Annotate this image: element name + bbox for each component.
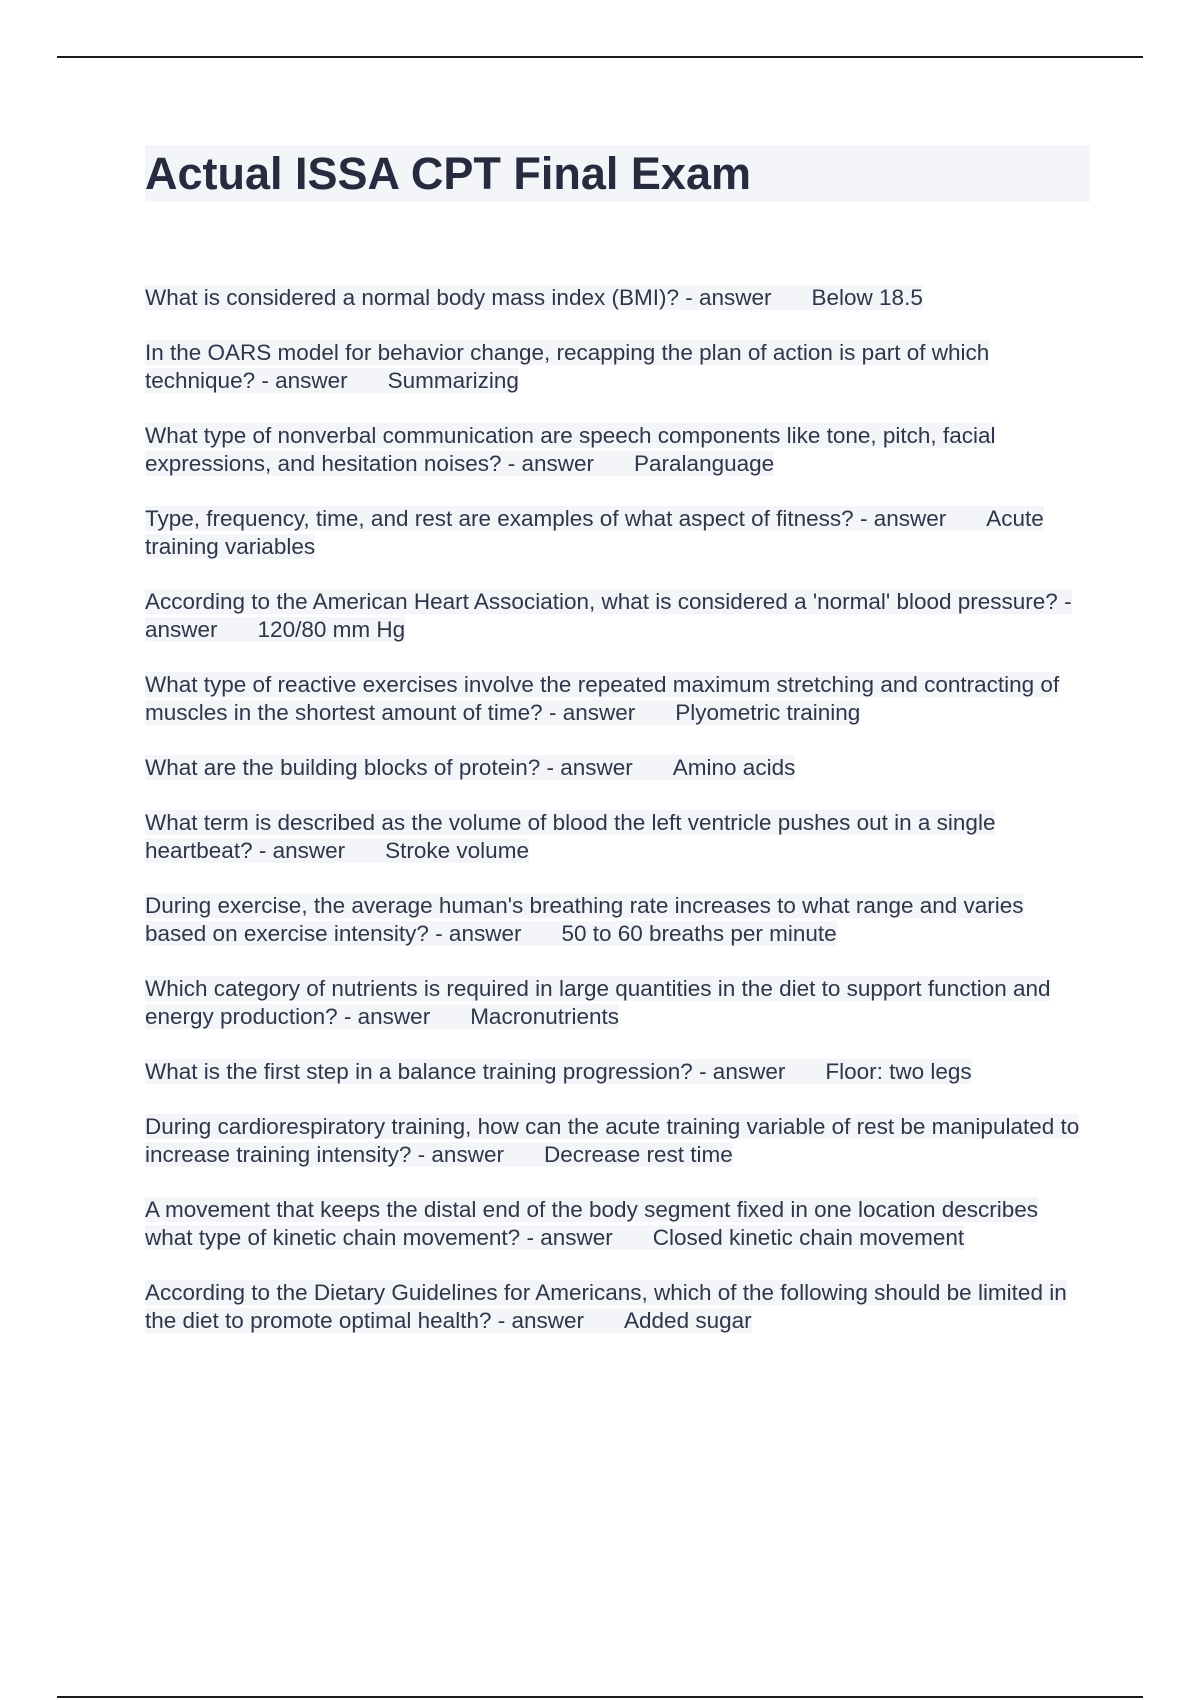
page-title: Actual ISSA CPT Final Exam <box>145 148 751 199</box>
question-text: According to the American Heart Association, what is considered a 'normal' blood pressure? <box>145 589 1058 614</box>
qa-item <box>145 1058 1090 1086</box>
question-text: Which category of nutrients is required in large quantities in the diet to support function and energy production? <box>145 976 1051 1029</box>
answer-separator: - answer <box>526 1225 613 1250</box>
question-text: Type, frequency, time, and rest are examples of what aspect of fitness? <box>145 506 854 531</box>
answer-separator: - answer <box>258 838 346 863</box>
qa-item <box>145 754 1090 782</box>
qa-item <box>145 588 1090 644</box>
answer-text: Amino acids <box>672 755 796 780</box>
answer-text: Floor: two legs <box>825 1059 972 1084</box>
answer-separator: - answer <box>548 700 636 725</box>
answer-text: Summarizing <box>387 368 519 393</box>
answer-text: Acute training variables <box>145 506 1044 559</box>
answer-text: Closed kinetic chain movement <box>652 1225 965 1250</box>
answer-text: Stroke volume <box>385 838 529 863</box>
qa-item <box>145 1196 1090 1252</box>
title-banner <box>145 145 1090 202</box>
answer-separator: - answer <box>343 1004 431 1029</box>
answer-separator: - answer <box>261 368 348 393</box>
question-text: During exercise, the average human's breathing rate increases to what range and varies based on exercise intensity? <box>145 893 1024 946</box>
qa-item <box>145 339 1090 395</box>
answer-text: Below 18.5 <box>811 285 923 310</box>
question-text: What is considered a normal body mass index (BMI)? <box>145 285 679 310</box>
question-text: According to the Dietary Guidelines for Americans, which of the following should be limited in the diet to promote optimal health? <box>145 1280 1067 1333</box>
answer-separator: - answer <box>417 1142 504 1167</box>
answer-text: Added sugar <box>624 1308 752 1333</box>
question-text: A movement that keeps the distal end of the body segment fixed in one location describes what type of kinetic chain movement? <box>145 1197 1039 1250</box>
answer-text: 50 to 60 breaths per minute <box>561 921 837 946</box>
answer-separator: - answer <box>859 506 947 531</box>
answer-text: Paralanguage <box>634 451 775 476</box>
qa-item <box>145 505 1090 561</box>
qa-item <box>145 1113 1090 1169</box>
answer-text: Decrease rest time <box>543 1142 733 1167</box>
question-text: What type of nonverbal communication are speech components like tone, pitch, facial expressions, and hesitation noises? <box>145 423 996 476</box>
bottom-rule <box>57 1696 1143 1698</box>
qa-item <box>145 809 1090 865</box>
question-text: What is the first step in a balance training progression? <box>145 1059 693 1084</box>
qa-item <box>145 284 1090 312</box>
answer-separator: - answer <box>685 285 772 310</box>
question-text: What type of reactive exercises involve the repeated maximum stretching and contracting of muscles in the shortest amount of time? <box>145 672 1060 725</box>
qa-item <box>145 422 1090 478</box>
answer-separator: - answer <box>507 451 595 476</box>
question-text: During cardiorespiratory training, how can the acute training variable of rest be manipulated to increase training intensity? <box>145 1114 1080 1167</box>
answer-separator: - answer <box>497 1308 585 1333</box>
answer-separator: - answer <box>145 589 1072 642</box>
question-text: What are the building blocks of protein? <box>145 755 541 780</box>
qa-item <box>145 975 1090 1031</box>
answer-text: Macronutrients <box>470 1004 619 1029</box>
qa-list <box>145 284 1090 1335</box>
answer-separator: - answer <box>435 921 522 946</box>
answer-text: 120/80 mm Hg <box>257 617 406 642</box>
qa-item <box>145 671 1090 727</box>
top-rule <box>57 56 1143 58</box>
qa-item <box>145 1279 1090 1335</box>
qa-item <box>145 892 1090 948</box>
answer-text: Plyometric training <box>675 700 861 725</box>
question-text: In the OARS model for behavior change, recapping the plan of action is part of which technique? <box>145 340 990 393</box>
question-text: What term is described as the volume of blood the left ventricle pushes out in a single heartbeat? <box>145 810 996 863</box>
answer-separator: - answer <box>546 755 633 780</box>
answer-separator: - answer <box>699 1059 786 1084</box>
